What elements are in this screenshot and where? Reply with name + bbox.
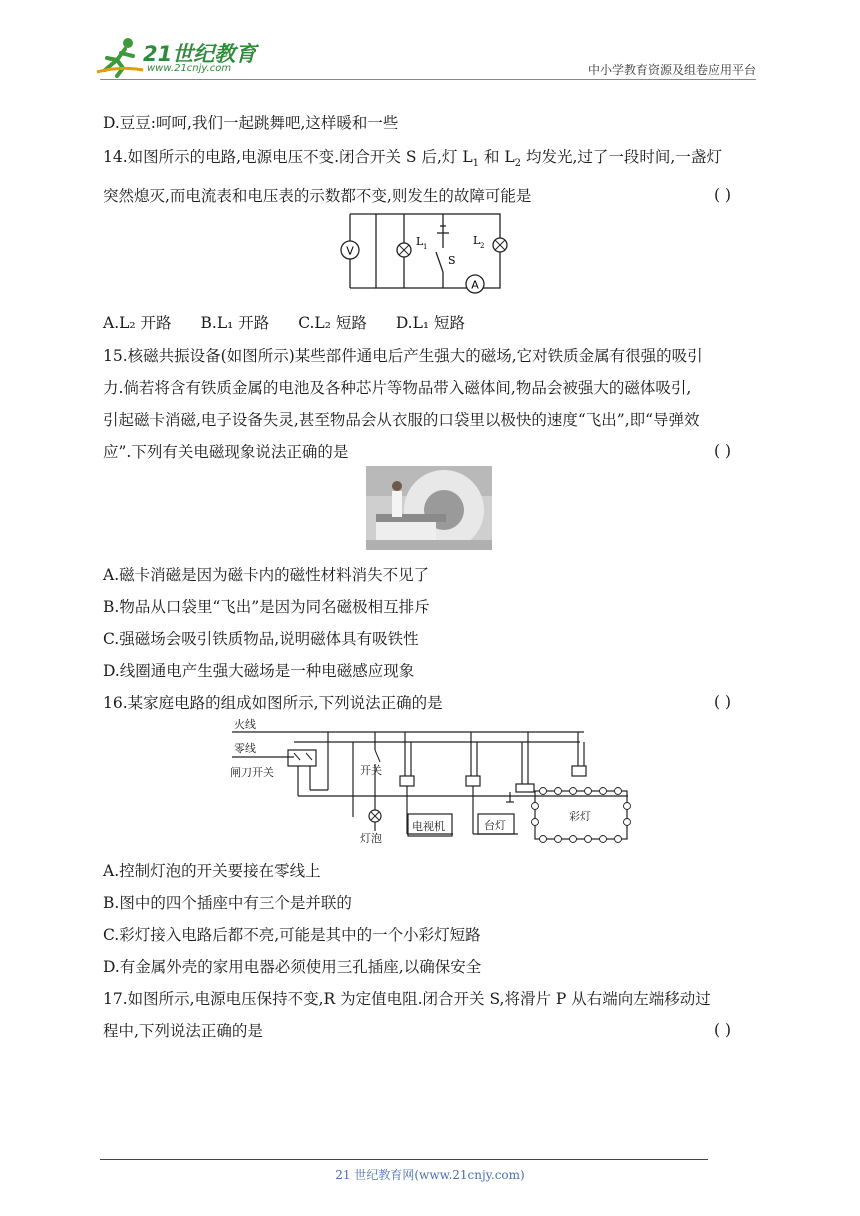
q16-answer-bracket: ( )	[714, 693, 732, 711]
q15-option-a: A.磁卡消磁是因为磁卡内的磁性材料消失不见了	[103, 566, 430, 584]
header-divider	[100, 79, 756, 80]
lamp-l2-icon	[493, 238, 507, 252]
q17-stem-line1: 17.如图所示,电源电压保持不变,R 为定值电阻.闭合开关 S,将滑片 P 从右端向左端移动过	[103, 990, 711, 1008]
svg-text:电视机: 电视机	[412, 820, 445, 833]
svg-text:闸刀开关: 闸刀开关	[230, 766, 274, 779]
ammeter-icon	[466, 275, 484, 293]
q15-option-b: B.物品从口袋里“飞出”是因为同名磁极相互排斥	[103, 598, 430, 616]
q15-stem-line1: 15.核磁共振设备(如图所示)某些部件通电后产生强大的磁场,它对铁质金属有很强的吸引	[103, 347, 703, 365]
q15-stem-line2: 力.倘若将含有铁质金属的电池及各种芯片等物品带入磁体间,物品会被强大的磁体吸引,	[103, 379, 692, 397]
q15-stem-line4: 应”.下列有关电磁现象说法正确的是	[103, 443, 349, 461]
svg-text:火线: 火线	[234, 718, 256, 731]
q13-option-d: D.豆豆:呵呵,我们一起跳舞吧,这样暖和一些	[103, 114, 399, 132]
q15-answer-bracket: ( )	[714, 442, 732, 460]
footer-divider	[100, 1159, 708, 1160]
platform-title: 中小学教育资源及组卷应用平台	[587, 63, 756, 77]
svg-text:L: L	[473, 234, 481, 247]
q16-option-c: C.彩灯接入电路后都不亮,可能是其中的一个小彩灯短路	[103, 926, 481, 944]
q14-stem-line2: 突然熄灭,而电流表和电压表的示数都不变,则发生的故障可能是	[103, 187, 532, 205]
q15-stem-line3: 引起磁卡消磁,电子设备失灵,甚至物品会从衣服的口袋里以极快的速度“飞出”,即“导弹效	[103, 411, 700, 429]
runner-logo-icon	[95, 36, 145, 78]
q16-option-a: A.控制灯泡的开关要接在零线上	[103, 862, 321, 880]
svg-text:1: 1	[423, 243, 428, 251]
q16-option-d: D.有金属外壳的家用电器必须使用三孔插座,以确保安全	[103, 958, 482, 976]
q14-option-d: D.L₁ 短路	[395, 314, 466, 332]
bulb-icon	[369, 810, 381, 822]
q14-option-a: A.L₂ 开路	[103, 314, 172, 332]
svg-text:2: 2	[480, 242, 485, 250]
q14-stem-line1: 14.如图所示的电路,电源电压不变.闭合开关 S 后,灯 $L_1$ 和 $L_2$ 均发光,过了一段时间,一盏灯	[103, 148, 722, 170]
q17-stem-line2: 程中,下列说法正确的是	[103, 1022, 263, 1040]
svg-text:灯泡: 灯泡	[360, 832, 382, 844]
svg-text:开关: 开关	[360, 764, 382, 777]
svg-text:彩灯: 彩灯	[569, 810, 591, 823]
q16-household-circuit-diagram	[228, 716, 640, 844]
svg-text:A: A	[471, 278, 479, 292]
q14-option-c: C.L₂ 短路	[298, 314, 367, 332]
q17-answer-bracket: ( )	[714, 1021, 732, 1039]
q15-option-d: D.线圈通电产生强大磁场是一种电磁感应现象	[103, 662, 415, 680]
mri-photo	[366, 466, 492, 550]
q14-circuit-diagram	[340, 208, 520, 296]
q16-option-b: B.图中的四个插座中有三个是并联的	[103, 894, 352, 912]
q14-options	[103, 313, 489, 333]
q14-answer-bracket: ( )	[714, 186, 732, 204]
q15-option-c: C.强磁场会吸引铁质物品,说明磁体具有吸铁性	[103, 630, 419, 648]
lamp-l1-icon	[397, 243, 411, 257]
svg-text:S: S	[448, 254, 456, 267]
header-logo	[95, 36, 265, 78]
logo-url-text: www.21cnjy.com	[147, 63, 232, 74]
svg-text:台灯: 台灯	[484, 819, 506, 832]
q16-stem: 16.某家庭电路的组成如图所示,下列说法正确的是	[103, 694, 443, 712]
svg-text:L: L	[416, 235, 424, 248]
svg-text:V: V	[346, 244, 354, 258]
voltmeter-icon	[341, 241, 359, 259]
q14-option-b: B.L₁ 开路	[200, 314, 270, 332]
logo-main-text: 21世纪教育	[143, 42, 257, 66]
footer-text: 21 世纪教育网(www.21cnjy.com)	[335, 1168, 525, 1182]
svg-text:零线: 零线	[234, 742, 256, 755]
